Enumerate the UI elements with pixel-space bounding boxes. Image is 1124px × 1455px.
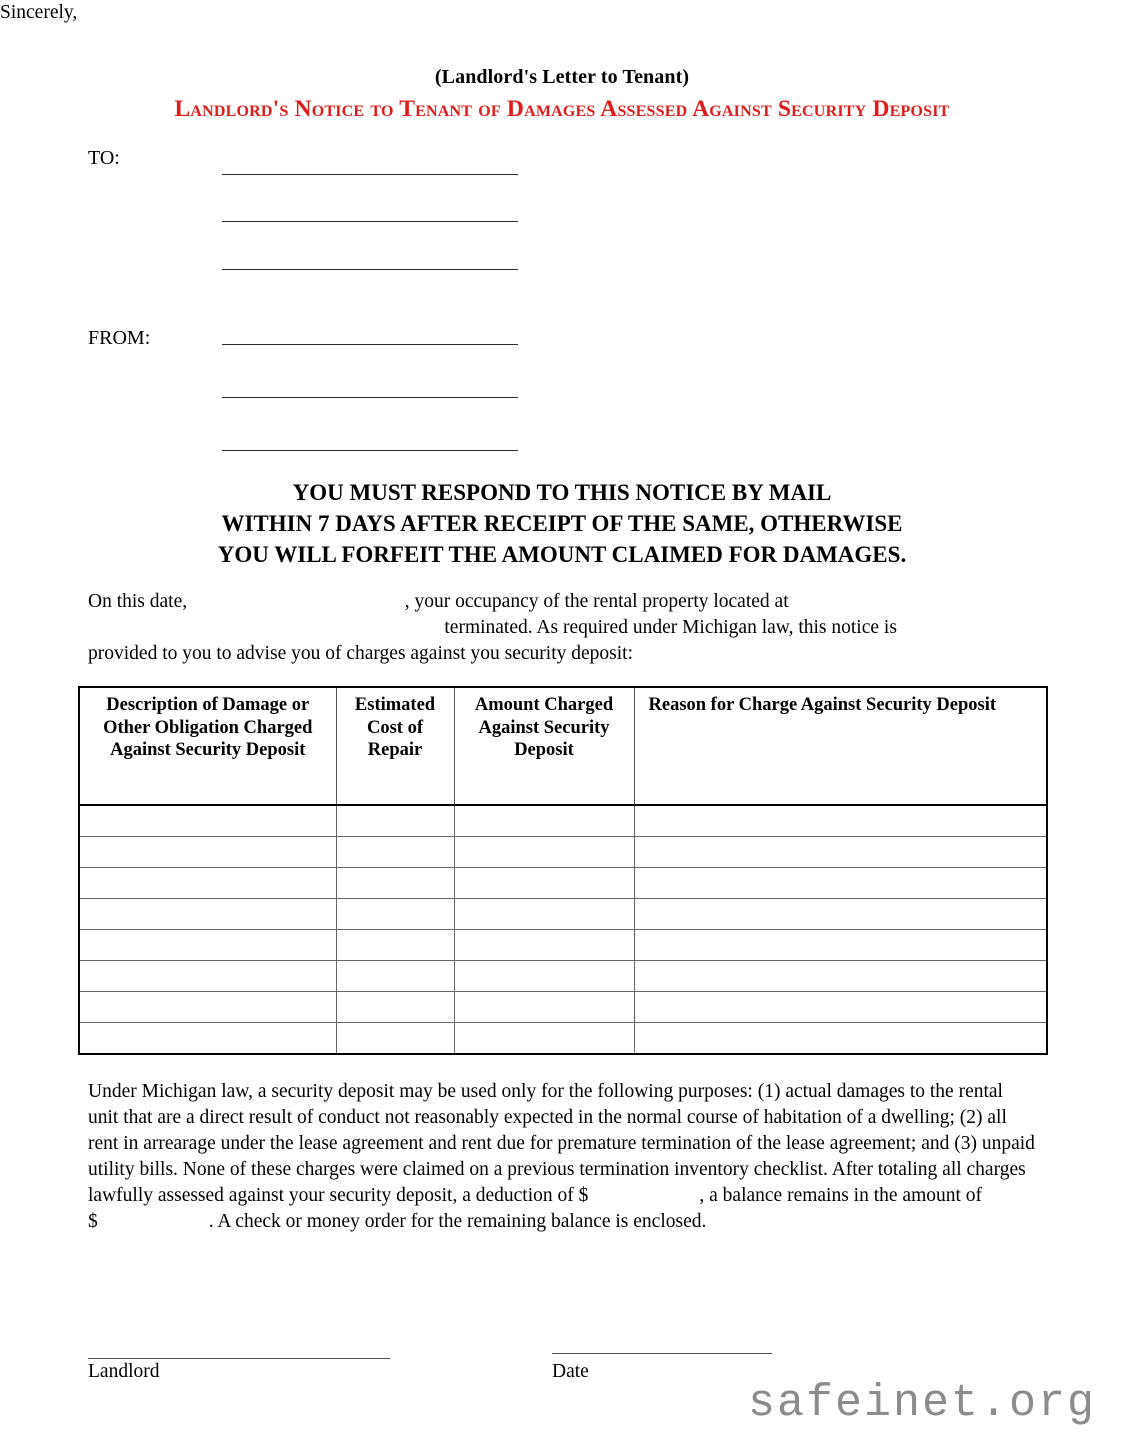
date-blank-field[interactable] [192,591,405,612]
cell-amount-charged[interactable] [454,837,634,868]
closing-salutation: Sincerely, [0,2,78,23]
intro-text-3: terminated. As required under Michigan law, this notice is [439,617,897,638]
landlord-signature-line[interactable] [88,1358,390,1359]
table-body [79,805,1047,1054]
header-cost-line-2: Cost of [366,717,423,738]
cell-description[interactable] [79,930,336,961]
table-row[interactable] [79,837,1047,868]
date-label: Date [552,1361,589,1382]
to-line-3[interactable] [222,269,518,270]
header-desc-line-2: Other Obligation Charged [103,717,313,738]
header-amount-line-1: Amount Charged [474,695,614,715]
cell-estimated-cost[interactable] [336,1023,454,1055]
cell-amount-charged[interactable] [454,899,634,930]
table-header-row [79,687,1047,805]
cell-amount-charged[interactable] [454,805,634,837]
cell-reason[interactable] [634,805,1047,837]
table-row[interactable] [79,868,1047,899]
legal-text-2: , a balance remains in the amount of $ [88,1185,983,1232]
cell-reason[interactable] [634,992,1047,1023]
to-line-2[interactable] [222,221,518,222]
notice-line-1: YOU MUST RESPOND TO THIS NOTICE BY MAIL [292,480,832,505]
cell-description[interactable] [79,992,336,1023]
cell-estimated-cost[interactable] [336,930,454,961]
cell-estimated-cost[interactable] [336,805,454,837]
from-line-3[interactable] [222,450,518,451]
column-header-amount-charged [454,687,634,805]
date-signature-line[interactable] [552,1353,772,1354]
from-line-1[interactable] [222,344,518,345]
cell-reason[interactable] [634,961,1047,992]
cell-amount-charged[interactable] [454,992,634,1023]
deduction-blank-field[interactable] [588,1185,699,1206]
landlord-label: Landlord [88,1361,160,1382]
cell-estimated-cost[interactable] [336,868,454,899]
cell-description[interactable] [79,899,336,930]
cell-reason[interactable] [634,930,1047,961]
legal-text-1: Under Michigan law, a security deposit may be used only for the following purposes: (1) actual damages to the rental unit that are a direct result of conduct not reasonably expected in the normal course of habitation of a dwelling; (2) all rent in arrearage under the lease agreement and rent due for premature termination of the lease agreement; and (3) unpaid utility bills. None of these charges were claimed on a previous termination inventory checklist. After totaling all charges lawfully assessed against your security deposit, a deduction of $ [88,1081,1035,1206]
cell-description[interactable] [79,837,336,868]
column-header-reason [634,687,1047,805]
header-desc-line-1: Description of Damage or [106,695,310,715]
cell-amount-charged[interactable] [454,930,634,961]
intro-paragraph [88,589,1040,667]
cell-reason[interactable] [634,899,1047,930]
cell-estimated-cost[interactable] [336,837,454,868]
intro-text-1: On this date, [88,591,192,612]
address-blank-field[interactable] [88,617,440,638]
legal-paragraph [88,1079,1036,1235]
cell-estimated-cost[interactable] [336,992,454,1023]
table-row[interactable] [79,930,1047,961]
response-notice [0,477,1124,570]
header-cost-line-1: Estimated [354,695,436,715]
cell-reason[interactable] [634,837,1047,868]
cell-description[interactable] [79,1023,336,1055]
table-row[interactable] [79,992,1047,1023]
cell-amount-charged[interactable] [454,961,634,992]
cell-estimated-cost[interactable] [336,899,454,930]
to-label: TO: [88,147,120,169]
balance-blank-field[interactable] [98,1211,209,1232]
cell-description[interactable] [79,868,336,899]
cell-amount-charged[interactable] [454,1023,634,1055]
table-row[interactable] [79,961,1047,992]
header-desc-line-3: Against Security Deposit [110,740,306,760]
table-row[interactable] [79,1023,1047,1055]
document-subtitle: (Landlord's Letter to Tenant) [434,66,690,88]
from-label: FROM: [88,327,151,349]
header-amount-line-3: Deposit [514,740,574,760]
cell-description[interactable] [79,805,336,837]
notice-line-2: WITHIN 7 DAYS AFTER RECEIPT OF THE SAME, OTHERWISE [221,511,903,536]
header-reason-line-1: Reason for Charge Against Security Deposit [648,695,997,715]
damages-table [78,686,1048,1055]
cell-reason[interactable] [634,868,1047,899]
header-cost-line-3: Repair [367,740,423,760]
table-row[interactable] [79,899,1047,930]
cell-amount-charged[interactable] [454,868,634,899]
legal-text-3: . A check or money order for the remaining balance is enclosed. [208,1211,707,1232]
document-title: Landlord's Notice to Tenant of Damages Assessed Against Security Deposit [174,96,950,122]
column-header-estimated-cost [336,687,454,805]
cell-description[interactable] [79,961,336,992]
notice-line-3: YOU WILL FORFEIT THE AMOUNT CLAIMED FOR DAMAGES. [217,542,907,567]
table-header [79,687,1047,805]
intro-text-2: , your occupancy of the rental property located at [404,591,789,612]
watermark: safeinet.org [748,1378,1097,1429]
intro-text-4: provided to you to advise you of charges against you security deposit: [88,643,633,664]
column-header-description [79,687,336,805]
from-line-2[interactable] [222,397,518,398]
header-amount-line-2: Against Security [478,717,610,738]
table-row[interactable] [79,805,1047,837]
cell-estimated-cost[interactable] [336,961,454,992]
to-line-1[interactable] [222,174,518,175]
cell-reason[interactable] [634,1023,1047,1055]
